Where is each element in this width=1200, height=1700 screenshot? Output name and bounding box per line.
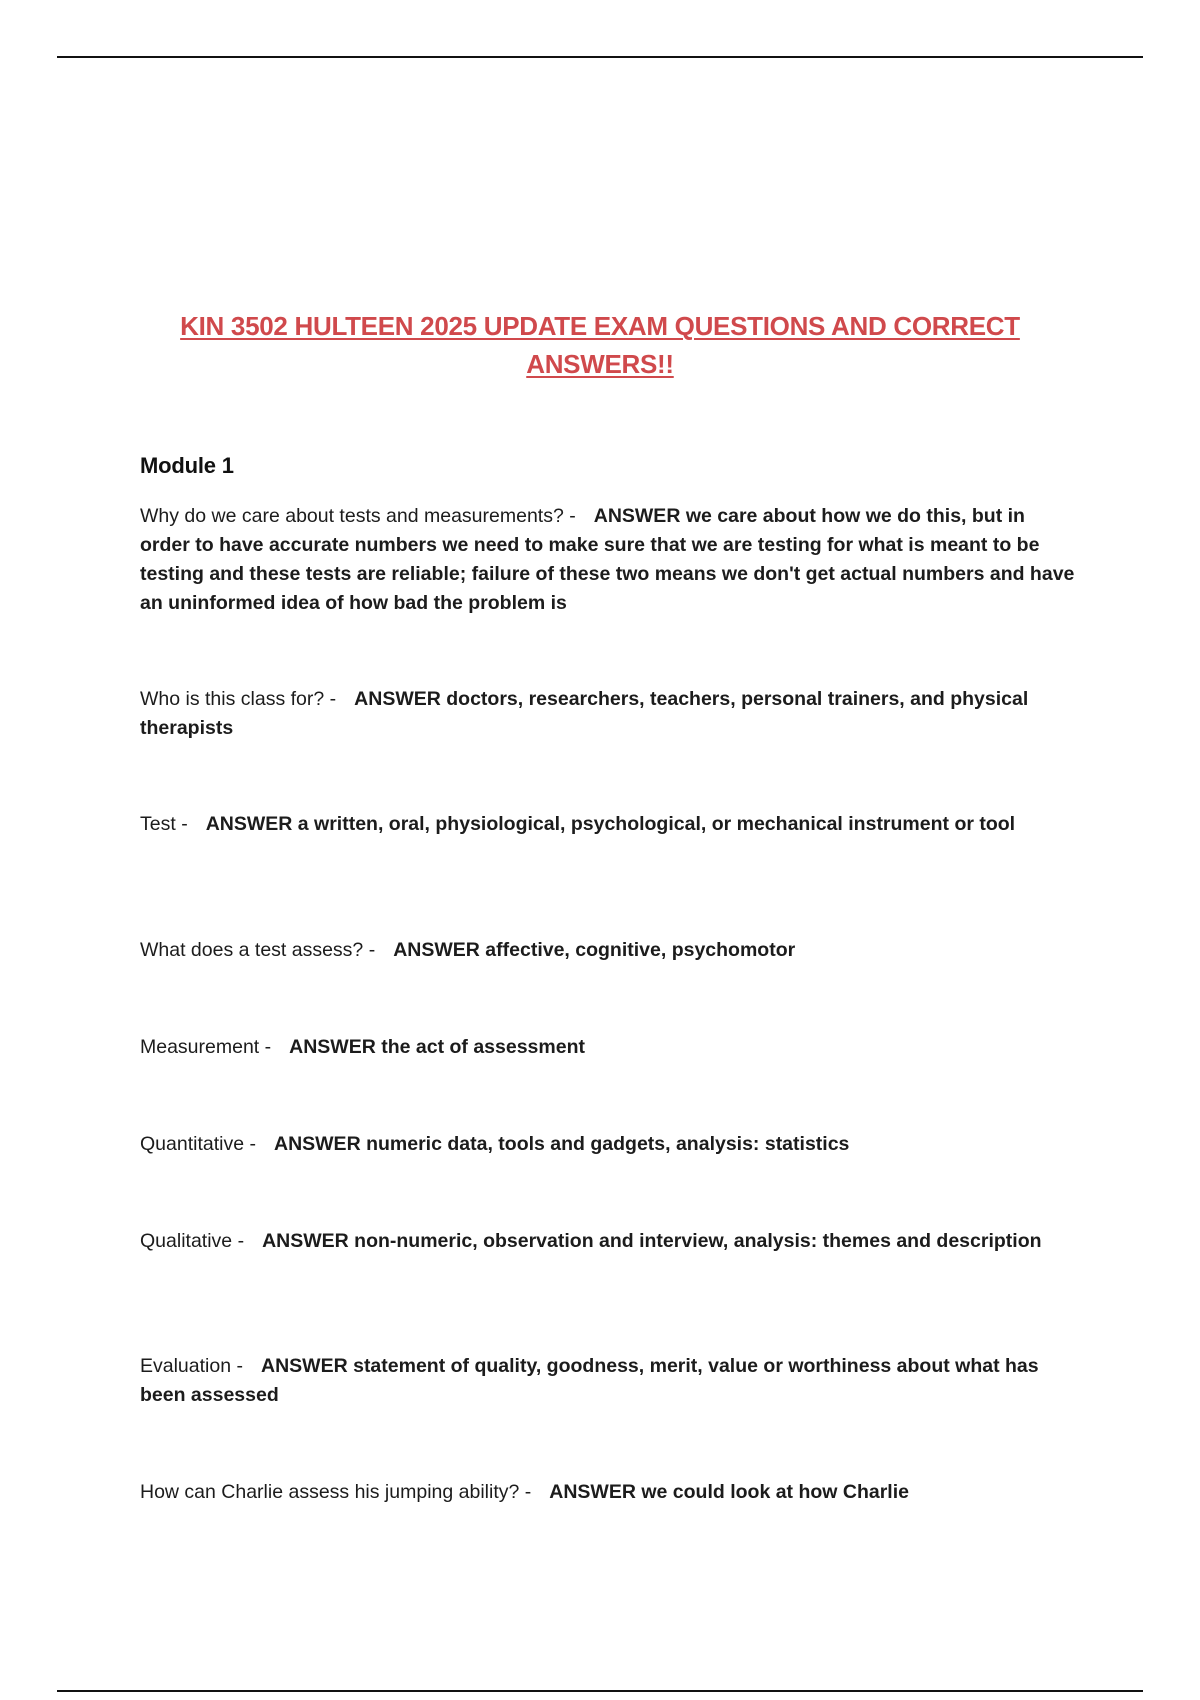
answer-text: we care about how we do this, but in order to have accurate numbers we need to make sure that we are testing for what is meant to be testing and these tests are reliable; failure of these two means we don't get actual numbers and have an uninformed idea of how bad the problem is: [140, 505, 1075, 614]
answer-keyword: ANSWER: [354, 688, 441, 710]
question-text: Quantitative: [140, 1133, 245, 1155]
top-rule: [57, 56, 1143, 58]
answer-keyword: ANSWER: [205, 813, 293, 835]
separator: -: [181, 813, 188, 835]
qa-item: [140, 502, 1075, 618]
separator: -: [368, 939, 376, 961]
answer-text: the act of assessment: [381, 1036, 585, 1058]
bottom-rule: [57, 1690, 1143, 1692]
qa-item: [140, 1227, 1075, 1256]
question-text: What does a test assess?: [140, 939, 364, 961]
question-text: Measurement: [140, 1036, 260, 1058]
qa-item: [140, 810, 1075, 839]
module-heading: Module 1: [140, 453, 234, 478]
qa-item: [140, 1033, 1075, 1062]
answer-keyword: ANSWER: [261, 1355, 348, 1377]
question-text: How can Charlie assess his jumping ability?: [140, 1481, 520, 1503]
separator: -: [237, 1230, 245, 1252]
question-text: Test: [140, 813, 176, 835]
answer-text: statement of quality, goodness, merit, value or worthiness about what has been assessed: [140, 1355, 1039, 1406]
answer-keyword: ANSWER: [273, 1133, 361, 1155]
answer-keyword: ANSWER: [549, 1481, 636, 1503]
question-text: Evaluation: [140, 1355, 232, 1377]
question-text: Qualitative: [140, 1230, 233, 1252]
answer-text: affective, cognitive, psychomotor: [485, 939, 796, 961]
separator: -: [329, 688, 337, 710]
separator: -: [236, 1355, 243, 1377]
qa-item: [140, 936, 1075, 965]
answer-keyword: ANSWER: [262, 1230, 349, 1252]
question-text: Why do we care about tests and measurements?: [140, 505, 564, 527]
answer-text: numeric data, tools and gadgets, analysis: statistics: [366, 1133, 850, 1155]
answer-text: doctors, researchers, teachers, personal trainers, and physical therapists: [140, 688, 1029, 739]
answer-text: non-numeric, observation and interview, analysis: themes and description: [354, 1230, 1042, 1252]
separator: -: [264, 1036, 272, 1058]
qa-item: [140, 1478, 1075, 1507]
question-text: Who is this class for?: [140, 688, 325, 710]
qa-item: [140, 685, 1075, 743]
qa-item: [140, 1130, 1075, 1159]
separator: -: [524, 1481, 532, 1503]
answer-keyword: ANSWER: [593, 505, 681, 527]
answer-text: we could look at how Charlie: [641, 1481, 909, 1503]
answer-keyword: ANSWER: [393, 939, 480, 961]
answer-text: a written, oral, physiological, psychological, or mechanical instrument or tool: [297, 813, 1016, 835]
answer-keyword: ANSWER: [289, 1036, 376, 1058]
separator: -: [569, 505, 576, 527]
qa-item: [140, 1352, 1075, 1410]
separator: -: [249, 1133, 256, 1155]
document-title: KIN 3502 HULTEEN 2025 UPDATE EXAM QUESTIONS AND CORRECT ANSWERS!!: [180, 311, 1020, 379]
